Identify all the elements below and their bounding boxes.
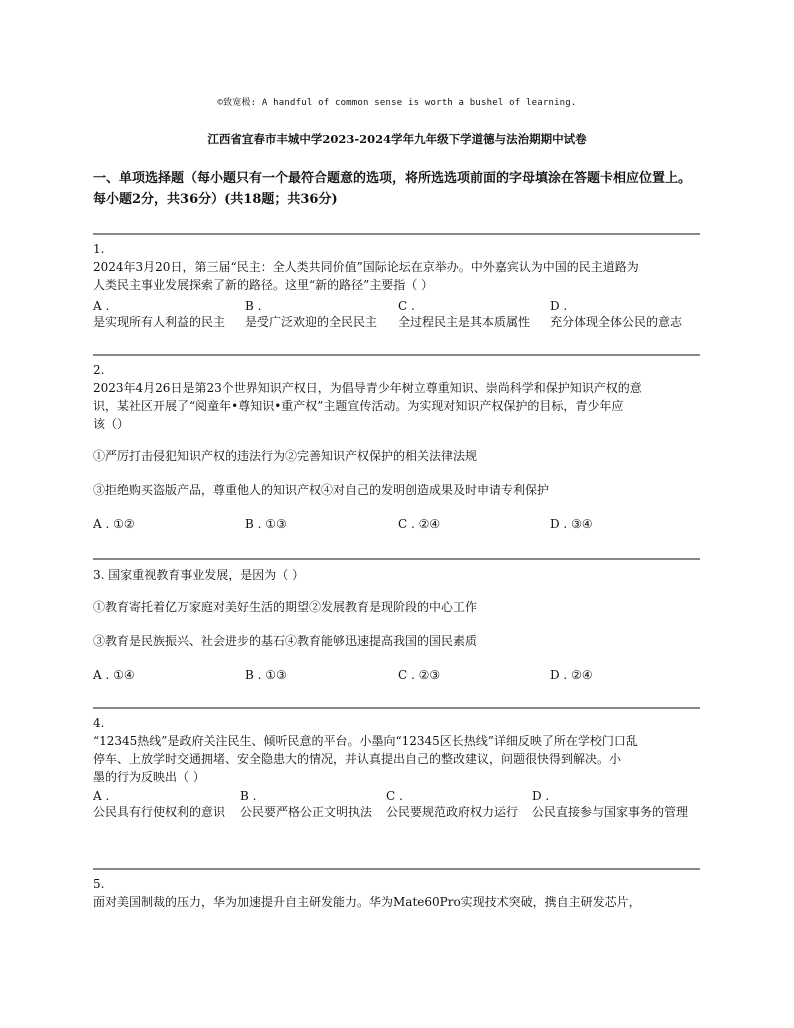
question-stem-line: 识，某社区开展了“阅童年•尊知识•重产权”主题宣传活动。为实现对知识产权保护的目标，青少年应 bbox=[93, 399, 624, 413]
divider bbox=[93, 354, 700, 356]
option-letter: A . bbox=[93, 299, 110, 313]
statement-line: ③教育是民族振兴、社会进步的基石④教育能够迅速提高我国的国民素质 bbox=[93, 634, 478, 648]
statement-line: ①教育寄托着亿万家庭对美好生活的期望②发展教育是现阶段的中心工作 bbox=[93, 600, 478, 614]
question-1 bbox=[93, 240, 700, 334]
divider bbox=[93, 558, 700, 560]
page-title: 江西省宜春市丰城中学2023-2024学年九年级下学道德与法治期期中试卷 bbox=[207, 132, 587, 146]
choice-c[interactable]: C . ②④ bbox=[398, 517, 441, 531]
choice-b[interactable]: B . ①③ bbox=[245, 517, 287, 531]
choice-c[interactable]: C . ②③ bbox=[398, 668, 441, 682]
option-c[interactable] bbox=[386, 788, 528, 820]
question-stem-line: 停车、上放学时交通拥堵、安全隐患大的情况，并认真提出自己的整改建议，问题很快得到解决。小 bbox=[93, 752, 622, 766]
section-heading: 一、单项选择题（每小题只有一个最符合题意的选项，将所选选项前面的字母填涂在答题卡相应位置上。每小题2分，共36分）(共18题；共36分) bbox=[93, 171, 692, 207]
question-stem-line: 墨的行为反映出（ ） bbox=[93, 770, 205, 784]
divider bbox=[93, 707, 700, 709]
option-letter: D . bbox=[550, 299, 568, 313]
option-d[interactable] bbox=[550, 298, 700, 330]
option-text: 全过程民主是其本质属性 bbox=[398, 315, 531, 329]
question-stem-line: 3. 国家重视教育事业发展，是因为（ ） bbox=[93, 568, 305, 582]
question-stem-line: 面对美国制裁的压力，华为加速提升自主研发能力。华为Mate60Pro实现技术突破，携自主研发芯片， bbox=[93, 895, 641, 909]
option-letter: B . bbox=[240, 789, 257, 803]
choice-a[interactable]: A . ①② bbox=[93, 517, 135, 531]
question-number: 2. bbox=[93, 363, 105, 377]
question-stem-line: 2023年4月26日是第23个世界知识产权日，为倡导青少年树立尊重知识、崇尚科学和保护知识产权的意 bbox=[93, 381, 642, 395]
question-stem-line: “12345热线”是政府关注民生、倾听民意的平台。小墨向“12345区长热线”详细反映了所在学校门口乱 bbox=[93, 734, 638, 748]
statement-line: ③拒绝购买盗版产品，尊重他人的知识产权④对自己的发明创造成果及时申请专利保护 bbox=[93, 483, 550, 497]
question-4 bbox=[93, 714, 700, 842]
option-d[interactable] bbox=[532, 788, 700, 820]
option-text: 充分体现全体公民的意志 bbox=[550, 315, 683, 329]
option-letter: D . bbox=[532, 789, 550, 803]
option-text: 公民具有行使权利的意识 bbox=[93, 805, 226, 819]
question-number: 5. bbox=[93, 877, 105, 891]
option-a[interactable] bbox=[93, 298, 243, 330]
divider bbox=[93, 868, 700, 870]
option-text: 公民要规范政府权力运行 bbox=[386, 805, 519, 819]
option-b[interactable] bbox=[240, 788, 382, 820]
question-number: 1. bbox=[93, 242, 105, 256]
option-c[interactable] bbox=[398, 298, 548, 330]
options-row bbox=[93, 298, 700, 334]
question-2 bbox=[93, 361, 700, 533]
choice-a[interactable]: A . ①④ bbox=[93, 668, 135, 682]
divider bbox=[93, 233, 700, 235]
question-5 bbox=[93, 875, 700, 911]
option-text: 公民直接参与国家事务的管理 bbox=[532, 805, 689, 819]
question-stem-line: 人类民主事业发展探索了新的路径。这里“新的路径”主要指（ ） bbox=[93, 278, 434, 292]
option-text: 是实现所有人利益的民主 bbox=[93, 315, 226, 329]
option-a[interactable] bbox=[93, 788, 235, 820]
option-b[interactable] bbox=[245, 298, 395, 330]
option-letter: A . bbox=[93, 789, 110, 803]
question-stem-line: 2024年3月20日，第三届“民主：全人类共同价值”国际论坛在京举办。中外嘉宾认为中国的民主道路为 bbox=[93, 260, 639, 274]
choice-b[interactable]: B . ①③ bbox=[245, 668, 287, 682]
option-letter: C . bbox=[386, 789, 403, 803]
option-text: 公民要严格公正文明执法 bbox=[240, 805, 373, 819]
question-number: 4. bbox=[93, 716, 105, 730]
choice-d[interactable]: D . ②④ bbox=[550, 668, 593, 682]
statement-line: ①严厉打击侵犯知识产权的违法行为②完善知识产权保护的相关法律法规 bbox=[93, 449, 478, 463]
question-stem-line: 该（） bbox=[93, 417, 130, 431]
header-motto: ©致宽极: A handful of common sense is worth a bushel of learning. bbox=[217, 98, 577, 108]
choices-row bbox=[93, 515, 700, 533]
option-letter: C . bbox=[398, 299, 415, 313]
question-3 bbox=[93, 566, 700, 684]
option-letter: B . bbox=[245, 299, 262, 313]
choices-row bbox=[93, 666, 700, 684]
option-text: 是受广泛欢迎的全民民主 bbox=[245, 315, 378, 329]
options-row bbox=[93, 788, 700, 842]
choice-d[interactable]: D . ③④ bbox=[550, 517, 593, 531]
